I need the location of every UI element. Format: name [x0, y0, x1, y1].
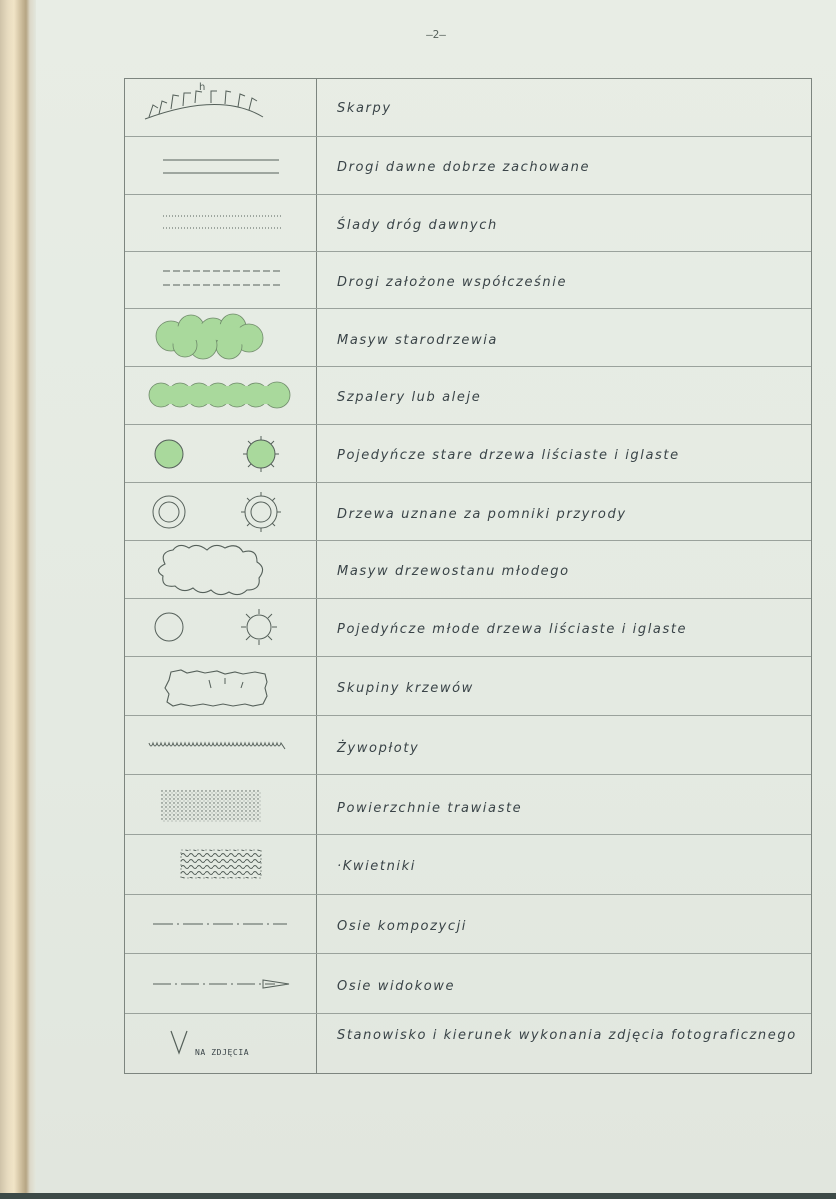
nature-monument-trees-symbol — [125, 482, 316, 540]
legend-label-scarp: Skarpy — [337, 101, 392, 116]
shrub-group-symbol — [125, 656, 316, 715]
young-single-trees-symbol — [125, 598, 316, 656]
old-tree-mass-symbol — [125, 308, 316, 366]
old-road-well-preserved-symbol — [125, 136, 316, 194]
legend-row-old-single-trees — [125, 424, 811, 483]
scarp-height-letter: h — [199, 82, 206, 93]
legend-label-hedges: Żywopłoty — [337, 741, 420, 756]
photo-position-symbol — [125, 1013, 316, 1073]
legend-row-old-road — [125, 136, 811, 195]
legend-row-modern-road — [125, 251, 811, 309]
legend-row-young-stand — [125, 540, 811, 599]
legend-row-hedges — [125, 715, 811, 775]
legend-row-photo-position — [125, 1013, 811, 1073]
legend-label-view-axes: Osie widokowe — [337, 979, 456, 994]
legend-label-modern-road: Drogi założone współcześnie — [337, 275, 568, 290]
legend-row-shrubs — [125, 656, 811, 716]
legend-label-monument-trees: Drzewa uznane za pomniki przyrody — [337, 507, 627, 522]
legend-label-shrubs: Skupiny krzewów — [337, 681, 474, 696]
scarp-symbol — [125, 79, 316, 136]
legend-row-young-single-trees — [125, 598, 811, 657]
legend-label-old-tree-mass: Masyw starodrzewia — [337, 333, 498, 348]
legend-label-flowerbeds: ·Kwietniki — [337, 859, 416, 874]
legend-row-grass — [125, 774, 811, 835]
legend-label-old-single-trees: Pojedyńcze stare drzewa liściaste i iglaste — [337, 448, 680, 463]
legend-row-scarp — [125, 79, 811, 137]
scan-bottom-edge — [0, 1193, 836, 1199]
view-axis-symbol — [125, 953, 316, 1013]
legend-label-road-traces: Ślady dróg dawnych — [337, 218, 498, 233]
old-single-trees-symbol — [125, 424, 316, 482]
legend-row-old-tree-mass — [125, 308, 811, 367]
legend-label-young-single-trees: Pojedyńcze młode drzewa liściaste i iglaste — [337, 622, 688, 637]
flowerbed-symbol — [125, 834, 316, 894]
legend-label-composition-axes: Osie kompozycji — [337, 919, 467, 934]
tree-row-symbol — [125, 366, 316, 424]
hedge-symbol — [125, 715, 316, 774]
legend-label-young-stand: Masyw drzewostanu młodego — [337, 564, 570, 579]
legend-label-old-road: Drogi dawne dobrze zachowane — [337, 160, 591, 175]
photo-symbol-caption: NA ZDJĘCIA — [195, 1048, 250, 1057]
legend-label-grass: Powierzchnie trawiaste — [337, 801, 523, 816]
modern-road-symbol — [125, 251, 316, 308]
legend-label-tree-rows: Szpalery lub aleje — [337, 390, 482, 405]
legend-row-road-traces — [125, 194, 811, 252]
legend-row-tree-rows — [125, 366, 811, 425]
grass-surface-symbol — [125, 774, 316, 834]
legend-label-photo-position: Stanowisko i kierunek wykonania zdjęcia fotograficznego — [337, 1028, 797, 1043]
page-number: —2— — [426, 28, 446, 41]
young-stand-mass-symbol — [125, 540, 316, 598]
legend-row-monument-trees — [125, 482, 811, 541]
legend-row-flowerbeds — [125, 834, 811, 895]
legend-row-view-axes — [125, 953, 811, 1014]
legend-row-composition-axes — [125, 894, 811, 954]
legend-table — [124, 78, 812, 1074]
book-binding — [0, 0, 36, 1199]
composition-axis-symbol — [125, 894, 316, 953]
old-road-traces-symbol — [125, 194, 316, 251]
